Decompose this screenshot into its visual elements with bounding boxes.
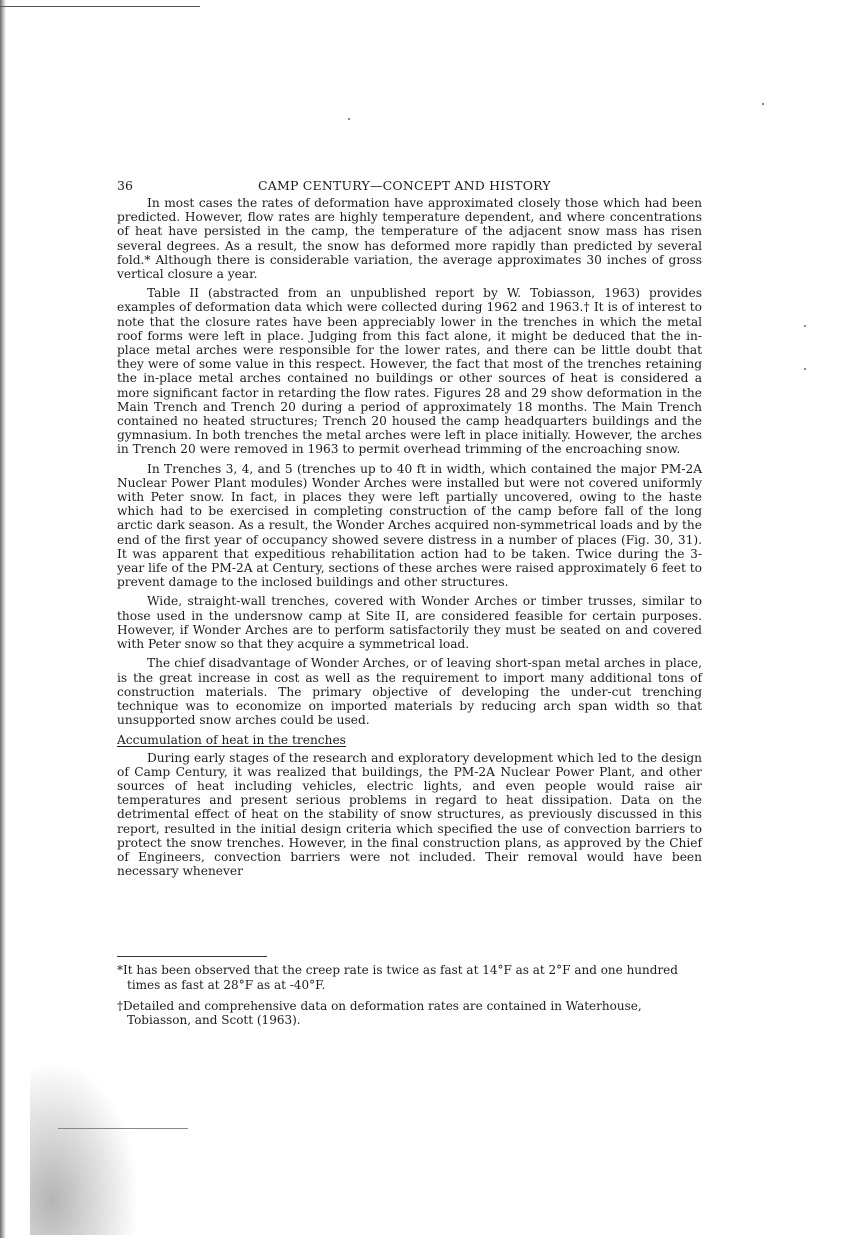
section-heading: Accumulation of heat in the trenches (117, 733, 346, 748)
scan-speck (762, 103, 764, 105)
paragraph: In Trenches 3, 4, and 5 (trenches up to 40 ft in width, which contained the major PM-2A Nuclear Power Plant modules) Wonder Arches were installed but were not covered uniformly with Peter snow. In fact, in places they were left partially uncovered, owing to the haste which had to be exercised in completing construction of the camp before fall of the long arctic dark season. As a result, the Wonder Arches acquired non-symmetrical loads and by the end of the first year of occupancy showed severe distress in a number of places (Fig. 30, 31). It was apparent that expeditious rehabilitation action had to be taken. Twice during the 3-year life of the PM-2A at Century, sections of these arches were raised approximately 6 feet to prevent damage to the inclosed buildings and other structures. (117, 461, 702, 590)
footnote: *It has been observed that the creep rate is twice as fast at 14°F as at 2°F and one hundred times as fast at 28°F as at -40°F. (117, 963, 678, 992)
scan-page-edge (0, 0, 6, 1238)
section-paragraph: During early stages of the research and exploratory development which led to the design of Camp Century, it was realized that buildings, the PM-2A Nuclear Power Plant, and other sources of heat including vehicles, electric lights, and even people would raise air temperatures and present serious problems in regard to heat dissipation. Data on the detrimental effect of heat on the stability of snow structures, as previously discussed in this report, resulted in the initial design criteria which specified the use of convection barriers to protect the snow trenches. However, in the final construction plans, as approved by the Chief of Engineers, convection barriers were not included. Their removal would have been necessary whenever (117, 750, 702, 879)
running-title: CAMP CENTURY—CONCEPT AND HISTORY (258, 178, 551, 193)
footnote-divider (117, 956, 267, 957)
scan-speck (804, 368, 806, 370)
paragraph: The chief disadvantage of Wonder Arches, or of leaving short-span metal arches in place, is the great increase in cost as well as the requirement to import many additional tons of construction materials. The primary objective of developing the under-cut trenching technique was to economize on imported materials by reducing arch span width so that unsupported snow arches could be used. (117, 656, 702, 728)
page-number: 36 (117, 178, 133, 193)
scan-speck (348, 118, 350, 120)
page-content (117, 179, 702, 1034)
paragraph: Wide, straight-wall trenches, covered with Wonder Arches or timber trusses, similar to those used in the undersnow camp at Site II, are considered feasible for certain purposes. However, if Wonder Arches are to perform satisfactorily they must be seated on and covered with Peter snow so that they acquire a symmetrical load. (117, 594, 702, 652)
scan-bottom-mark (58, 1128, 188, 1129)
scan-bottom-artifact (30, 1060, 140, 1235)
paragraph: Table II (abstracted from an unpublished report by W. Tobiasson, 1963) provides examples of deformation data which were collected during 1962 and 1963.† It is of interest to note that the closure rates have been appreciably lower in the trenches in which the metal roof forms were left in place. Judging from this fact alone, it might be deduced that the in-place metal arches were responsible for the lower rates, and there can be little doubt that they were of some value in this respect. However, the fact that most of the trenches retaining the in-place metal arches contained no buildings or other sources of heat is considered a more significant factor in retarding the flow rates. Figures 28 and 29 show deformation in the Main Trench and Trench 20 during a period of approximately 18 months. The Main Trench contained no heated structures; Trench 20 housed the camp headquarters buildings and the gymnasium. In both trenches the metal arches were left in place initially. However, the arches in Trench 20 were removed in 1963 to permit overhead trimming of the encroaching snow. (117, 286, 702, 457)
scan-top-mark (0, 6, 200, 7)
paragraph: In most cases the rates of deformation have approximated closely those which had been predicted. However, flow rates are highly temperature dependent, and where concentrations of heat have persisted in the camp, the temperature of the adjacent snow mass has risen several degrees. As a result, the snow has deformed more rapidly than predicted by several fold.* Although there is considerable variation, the average approximates 30 inches of gross vertical closure a year. (117, 196, 702, 282)
footnote: †Detailed and comprehensive data on deformation rates are contained in Waterhouse, Tobiasson, and Scott (1963). (117, 998, 642, 1027)
scan-speck (804, 325, 806, 327)
page-header (117, 179, 702, 196)
